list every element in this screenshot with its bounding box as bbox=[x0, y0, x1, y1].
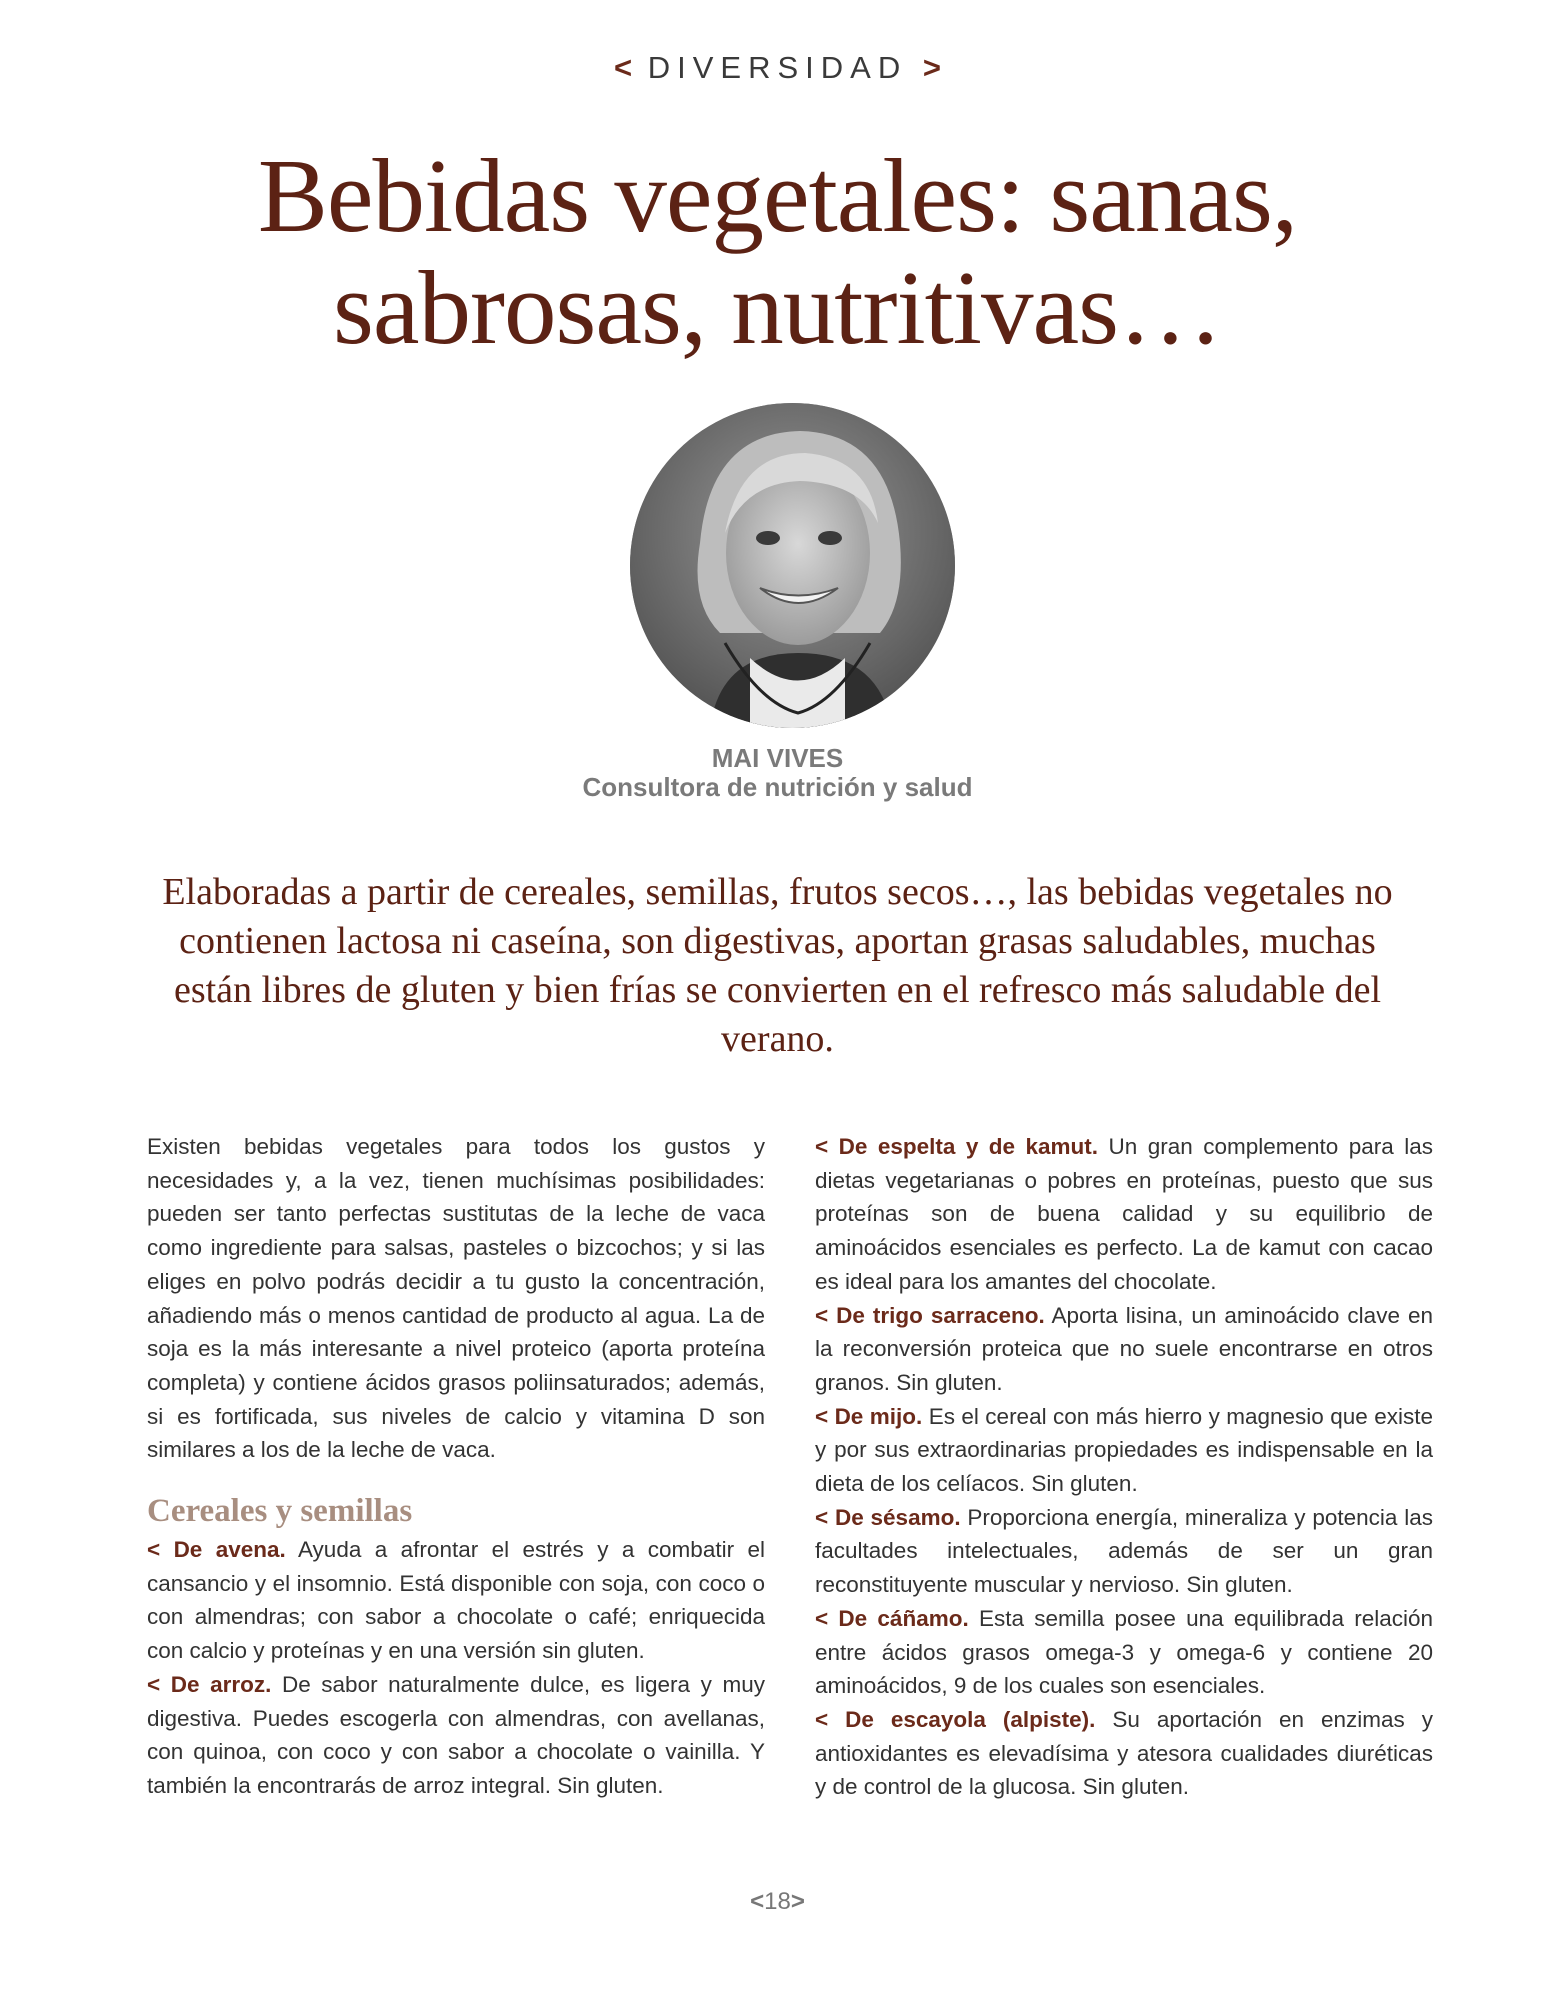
author-photo bbox=[630, 403, 955, 728]
list-item bbox=[815, 1400, 1433, 1501]
bullet-chevron-icon: < bbox=[147, 1537, 161, 1563]
item-text: Aporta lisina, un aminoácido clave en la reconversión proteica que no suele encontrarse en otros granos. Sin gluten. bbox=[815, 1302, 1433, 1395]
item-label: De espelta y de kamut. bbox=[838, 1134, 1099, 1159]
list-item bbox=[815, 1299, 1433, 1400]
item-label: De cáñamo. bbox=[838, 1605, 969, 1631]
item-text: De sabor naturalmente dulce, es ligera y muy digestiva. Puedes escogerla con almendras, con avellanas, con quinoa, con coco y con sabor a chocolate o vainilla. Y también la encontrarás de arroz integral. Sin gluten. bbox=[147, 1671, 765, 1798]
section-tag bbox=[0, 50, 1555, 86]
bullet-chevron-icon: < bbox=[815, 1706, 829, 1732]
item-label: De escayola (alpiste). bbox=[845, 1706, 1096, 1732]
left-column bbox=[147, 1130, 765, 1803]
item-text: Un gran complemento para las dietas vegetarianas o pobres en proteínas, puesto que sus proteínas son de buena calidad y su equilibrio de aminoácidos esenciales es perfecto. La de kamut con cacao es ideal para los amantes del chocolate. bbox=[815, 1134, 1433, 1294]
list-item bbox=[815, 1703, 1433, 1804]
bullet-chevron-icon: < bbox=[815, 1504, 829, 1530]
list-item bbox=[147, 1668, 765, 1803]
bullet-chevron-icon: < bbox=[815, 1403, 829, 1429]
item-text: Esta semilla posee una equilibrada relación entre ácidos grasos omega-3 y omega-6 y contiene 20 aminoácidos, 9 de los cuales son esenciales. bbox=[815, 1605, 1433, 1699]
item-text: Proporciona energía, mineraliza y potencia las facultades intelectuales, además de ser un gran reconstituyente muscular y nervioso. Sin gluten. bbox=[815, 1504, 1433, 1598]
lead-paragraph: Elaboradas a partir de cereales, semillas, frutos secos…, las bebidas vegetales no contienen lactosa ni caseína, son digestivas, aportan grasas saludables, muchas están libres de gluten y bien frías se convierten en el refresco más saludable del verano. bbox=[162, 871, 1393, 1060]
bullet-chevron-icon: < bbox=[815, 1134, 829, 1159]
article-title: Bebidas vegetales: sanas, sabrosas, nutritivas… bbox=[257, 137, 1298, 366]
item-label: De avena. bbox=[173, 1537, 286, 1563]
left-chevron-icon: < bbox=[750, 1888, 765, 1915]
right-column bbox=[815, 1130, 1433, 1804]
subheading: Cereales y semillas bbox=[147, 1493, 413, 1530]
author-name: MAI VIVES bbox=[711, 743, 844, 773]
left-chevron-icon: < bbox=[614, 50, 633, 85]
page-number bbox=[0, 1888, 1555, 1916]
item-label: De sésamo. bbox=[834, 1504, 961, 1530]
list-item bbox=[815, 1602, 1433, 1703]
item-label: De mijo. bbox=[834, 1403, 923, 1429]
page-number-value: 18 bbox=[764, 1888, 791, 1915]
bullet-chevron-icon: < bbox=[815, 1605, 829, 1631]
item-label: De trigo sarraceno. bbox=[836, 1302, 1045, 1328]
item-text: Ayuda a afrontar el estrés y a combatir el cansancio y el insomnio. Está disponible con soja, con coco o con almendras; con sabor a chocolate o café; enriquecida con calcio y proteínas y en una versión sin gluten. bbox=[147, 1537, 765, 1664]
right-chevron-icon: > bbox=[790, 1888, 805, 1915]
list-item bbox=[815, 1501, 1433, 1602]
bullet-chevron-icon: < bbox=[815, 1302, 829, 1328]
bullet-chevron-icon: < bbox=[147, 1671, 161, 1697]
list-item bbox=[147, 1533, 765, 1668]
right-chevron-icon: > bbox=[922, 50, 941, 85]
item-label: De arroz. bbox=[170, 1671, 272, 1697]
author-role: Consultora de nutrición y salud bbox=[582, 772, 973, 802]
intro-paragraph: Existen bebidas vegetales para todos los gustos y necesidades y, a la vez, tienen muchísimas posibilidades: pueden ser tanto perfectas sustitutas de la leche de vaca como ingrediente para salsas, pasteles o bizcochos; y si las eliges en polvo podrás decidir a tu gusto la concentración, añadiendo más o menos cantidad de producto al agua. La de soja es la más interesante a nivel proteico (aporta proteína completa) y contiene ácidos grasos poliinsaturados; además, si es fortificada, sus niveles de calcio y vitamina D son similares a los de la leche de vaca. bbox=[147, 1134, 765, 1463]
item-text: Su aportación en enzimas y antioxidantes es elevadísima y atesora cualidades diuréticas y de control de la glucosa. Sin gluten. bbox=[815, 1706, 1433, 1800]
list-item bbox=[815, 1130, 1433, 1299]
item-text: Es el cereal con más hierro y magnesio que existe y por sus extraordinarias propiedades es indispensable en la dieta de los celíacos. Sin gluten. bbox=[815, 1403, 1433, 1497]
author-portrait-icon bbox=[630, 403, 955, 728]
section-label: DIVERSIDAD bbox=[647, 50, 908, 85]
